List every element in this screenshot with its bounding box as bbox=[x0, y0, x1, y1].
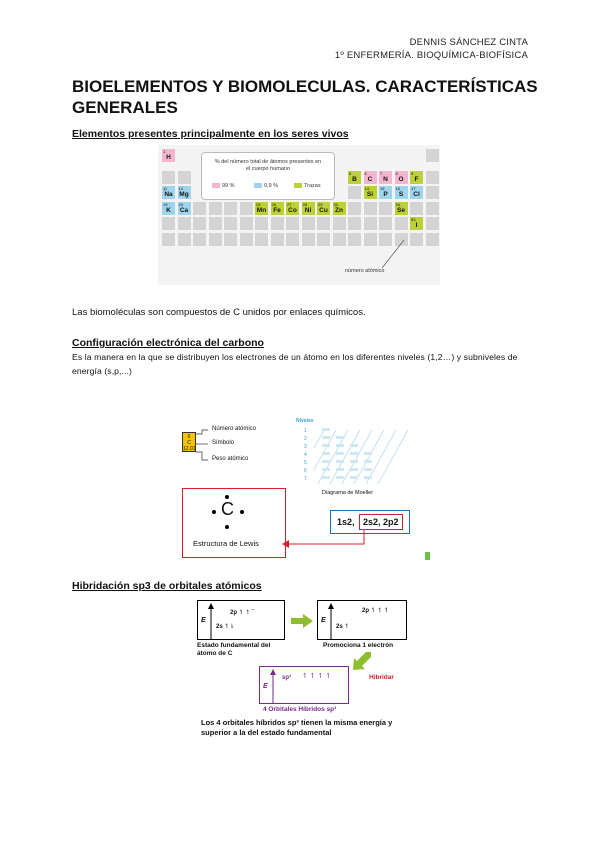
caption-hybrids: 4 Orbitales Híbridos sp³ bbox=[263, 706, 337, 713]
moeller-orbital bbox=[322, 452, 330, 455]
header-course: 1º ENFERMERÍA. BIOQUÍMICA-BIOFÍSICA bbox=[334, 50, 528, 61]
element-symbol: N bbox=[383, 175, 388, 183]
moeller-orbital bbox=[350, 476, 358, 479]
moeller-orbital bbox=[364, 452, 372, 455]
atomic-number: 34 bbox=[395, 201, 400, 207]
atomic-number: 1 bbox=[163, 149, 166, 154]
atomic-number: 27 bbox=[287, 201, 292, 207]
hybrid-orbitals-box: E sp³ ↿ ↿ ↿ ↿ bbox=[259, 666, 349, 704]
atomic-number: 19 bbox=[163, 201, 168, 207]
periodic-table-legend bbox=[201, 152, 335, 200]
element-cell-co bbox=[286, 202, 299, 215]
empty-element-cell bbox=[178, 233, 191, 246]
caption-promote: Promociona 1 electrón bbox=[323, 642, 394, 649]
atomic-number: 11 bbox=[163, 186, 168, 191]
atomic-number: 25 bbox=[256, 201, 261, 207]
empty-element-cell bbox=[348, 217, 361, 230]
atomic-number: 15 bbox=[380, 186, 385, 191]
empty-element-cell bbox=[426, 202, 439, 215]
level-number: 3 bbox=[304, 444, 307, 450]
atomic-number: 20 bbox=[178, 201, 183, 207]
level-number: 7 bbox=[304, 476, 307, 482]
empty-element-cell bbox=[193, 233, 206, 246]
empty-element-cell bbox=[209, 202, 222, 215]
element-symbol: Co bbox=[288, 206, 297, 214]
empty-element-cell bbox=[410, 233, 423, 246]
atomic-number: 16 bbox=[395, 186, 400, 191]
hybridize-label: Hibridar bbox=[369, 674, 394, 681]
hybridization-conclusion: Los 4 orbitales híbridos sp³ tienen la misma energía y superior a la del estado fundamental bbox=[201, 718, 393, 737]
sp3-electrons: ↿ ↿ ↿ ↿ bbox=[302, 673, 332, 680]
empty-element-cell bbox=[426, 217, 439, 230]
moeller-diagonal bbox=[342, 430, 372, 484]
element-cell-fe bbox=[271, 202, 284, 215]
section1-caption: Las biomoléculas son compuestos de C unidos por enlaces químicos. bbox=[72, 307, 366, 318]
lewis-electron bbox=[225, 495, 229, 499]
empty-element-cell bbox=[364, 233, 377, 246]
legend-blue: 0,9 % bbox=[254, 183, 278, 189]
moeller-orbital bbox=[322, 444, 330, 447]
caption-ground-state: Estado fundamental del átomo de C bbox=[197, 642, 271, 657]
empty-element-cell bbox=[426, 233, 439, 246]
atomic-number: 9 bbox=[411, 170, 414, 176]
moeller-orbital bbox=[350, 460, 358, 463]
config-2s2p: 2s2, 2p2 bbox=[359, 514, 403, 530]
empty-element-cell bbox=[240, 202, 253, 215]
empty-element-cell bbox=[348, 202, 361, 215]
element-symbol: Si bbox=[366, 191, 374, 198]
element-cell-mn bbox=[255, 202, 268, 215]
section3-heading: Hibridación sp3 de orbitales atómicos bbox=[72, 580, 262, 592]
moeller-orbital bbox=[322, 460, 330, 463]
label-atomic-weight: Peso atómico bbox=[212, 456, 249, 462]
levels-list bbox=[304, 427, 307, 483]
moeller-orbital bbox=[364, 476, 372, 479]
element-symbol: Mg bbox=[179, 191, 189, 198]
moeller-diagonal bbox=[378, 430, 408, 484]
page-title: BIOELEMENTOS Y BIOMOLECULAS. CARACTERÍSTICAS GENERALES bbox=[72, 77, 538, 117]
empty-element-cell bbox=[379, 217, 392, 230]
atomic-number: 5 bbox=[349, 170, 352, 176]
level-number: 4 bbox=[304, 452, 307, 458]
element-cell-si bbox=[364, 186, 377, 199]
moeller-orbital bbox=[350, 452, 358, 455]
header-author: DENNIS SÁNCHEZ CINTA bbox=[409, 37, 528, 48]
element-symbol: Fe bbox=[273, 206, 281, 214]
empty-element-cell bbox=[271, 233, 284, 246]
empty-element-cell bbox=[333, 233, 346, 246]
moeller-orbital bbox=[322, 468, 330, 471]
carbon-symbol-box: 6 C 12.01 bbox=[183, 434, 196, 452]
element-symbol: F bbox=[414, 175, 419, 183]
empty-element-cell bbox=[302, 217, 315, 230]
moeller-orbital bbox=[336, 468, 344, 471]
empty-element-cell bbox=[426, 186, 439, 199]
moeller-orbital bbox=[336, 452, 344, 455]
empty-element-cell bbox=[193, 202, 206, 215]
moeller-orbital bbox=[336, 444, 344, 447]
config-1s: 1s2, bbox=[337, 517, 355, 527]
promote-arrow bbox=[291, 614, 313, 628]
element-symbol: Mn bbox=[256, 206, 267, 214]
moeller-diagonal bbox=[330, 430, 360, 484]
level-number: 5 bbox=[304, 460, 307, 466]
empty-element-cell bbox=[426, 171, 439, 184]
atomic-number-pointer bbox=[380, 238, 410, 270]
empty-element-cell bbox=[317, 217, 330, 230]
moeller-orbital bbox=[322, 436, 330, 439]
atomic-number: 17 bbox=[411, 186, 416, 191]
empty-element-cell bbox=[240, 233, 253, 246]
levels-title: Niveles bbox=[296, 418, 314, 424]
empty-element-cell bbox=[224, 202, 237, 215]
empty-element-cell bbox=[317, 233, 330, 246]
moeller-orbital bbox=[350, 468, 358, 471]
lewis-structure-box bbox=[182, 488, 286, 558]
element-symbol: K bbox=[166, 206, 171, 214]
element-cell-cu bbox=[317, 202, 330, 215]
empty-element-cell bbox=[426, 149, 439, 162]
level-number: 1 bbox=[304, 428, 307, 434]
empty-element-cell bbox=[224, 217, 237, 230]
lewis-electron bbox=[212, 510, 216, 514]
moeller-orbital bbox=[336, 436, 344, 439]
empty-element-cell bbox=[162, 233, 175, 246]
element-symbol: Ca bbox=[179, 206, 189, 214]
section2-text: Es la manera en la que se distribuyen los electrones de un átomo en los diferentes niveles (1,2…) y subniveles de energía (s,p,...) bbox=[72, 352, 518, 376]
element-symbol: C bbox=[367, 175, 373, 183]
atomic-number: 6 bbox=[364, 170, 367, 176]
atomic-number: 8 bbox=[395, 170, 398, 176]
level-number: 2 bbox=[304, 436, 307, 442]
empty-element-cell bbox=[255, 233, 268, 246]
lewis-electron bbox=[225, 525, 229, 529]
hybridization-figure bbox=[197, 594, 417, 750]
atomic-number: 30 bbox=[333, 201, 338, 207]
empty-element-cell bbox=[286, 233, 299, 246]
moeller-diagonal bbox=[366, 430, 396, 484]
element-symbol: H bbox=[166, 154, 171, 161]
element-symbol: Na bbox=[164, 191, 173, 198]
atomic-number: 53 bbox=[411, 217, 416, 222]
empty-element-cell bbox=[209, 233, 222, 246]
empty-element-cell bbox=[286, 217, 299, 230]
config-arrow bbox=[282, 530, 372, 550]
empty-element-cell bbox=[348, 233, 361, 246]
atomic-number: 28 bbox=[302, 201, 307, 207]
carbon-configuration-figure bbox=[174, 412, 430, 560]
moeller-orbital bbox=[336, 476, 344, 479]
element-symbol: P bbox=[383, 191, 388, 198]
element-cell-h bbox=[162, 149, 175, 162]
hybridize-arrow bbox=[353, 652, 371, 670]
ground-state-box: E 2s ↿⇂ 2p ↿ ↿ ‾ bbox=[197, 600, 285, 640]
empty-element-cell bbox=[193, 217, 206, 230]
element-cell-se bbox=[395, 202, 408, 215]
element-cell-k bbox=[162, 202, 175, 215]
legend-pink: 99 % bbox=[212, 183, 235, 189]
lewis-caption: Estructura de Lewis bbox=[193, 539, 259, 548]
decor-green-mark bbox=[425, 552, 430, 560]
moeller-orbital bbox=[364, 468, 372, 471]
element-cell-zn bbox=[333, 202, 346, 215]
element-cell-b bbox=[348, 171, 361, 184]
empty-element-cell bbox=[224, 233, 237, 246]
element-symbol: Cl bbox=[413, 191, 420, 198]
element-symbol: S bbox=[398, 191, 404, 198]
legend-green: Trazas bbox=[294, 183, 321, 189]
empty-element-cell bbox=[209, 217, 222, 230]
section2-heading: Configuración electrónica del carbono bbox=[72, 337, 264, 349]
empty-element-cell bbox=[364, 217, 377, 230]
lewis-symbol: C bbox=[221, 499, 234, 519]
element-symbol: Ni bbox=[304, 206, 312, 214]
legend-title: % del número total de átomos presentes en el cuerpo humano bbox=[214, 159, 322, 172]
empty-element-cell bbox=[178, 217, 191, 230]
element-cell-ca bbox=[178, 202, 191, 215]
moeller-orbital bbox=[364, 460, 372, 463]
empty-element-cell bbox=[364, 202, 377, 215]
moeller-orbital bbox=[322, 476, 330, 479]
atomic-number: 26 bbox=[271, 201, 276, 207]
empty-element-cell bbox=[395, 217, 408, 230]
atomic-number: 12 bbox=[178, 186, 183, 191]
element-cell-p bbox=[379, 186, 392, 199]
empty-element-cell bbox=[348, 186, 361, 199]
moeller-diagonal bbox=[354, 430, 384, 484]
label-atomic-number: Número atómico bbox=[212, 426, 257, 432]
lewis-electron bbox=[240, 510, 244, 514]
element-symbol: I bbox=[415, 222, 418, 229]
empty-element-cell bbox=[271, 217, 284, 230]
atomic-number: 29 bbox=[318, 201, 323, 207]
empty-element-cell bbox=[255, 217, 268, 230]
empty-element-cell bbox=[240, 217, 253, 230]
label-symbol: Símbolo bbox=[212, 440, 235, 446]
empty-element-cell bbox=[333, 217, 346, 230]
element-cell-i bbox=[410, 217, 423, 230]
element-symbol: O bbox=[398, 175, 404, 183]
element-symbol: Zn bbox=[335, 206, 343, 214]
empty-element-cell bbox=[379, 202, 392, 215]
empty-element-cell bbox=[302, 233, 315, 246]
element-symbol: Cu bbox=[319, 206, 328, 214]
element-symbol: B bbox=[352, 175, 357, 183]
atomic-number: 7 bbox=[380, 170, 383, 176]
atomic-number: 14 bbox=[364, 186, 369, 191]
level-number: 6 bbox=[304, 468, 307, 474]
element-symbol: Se bbox=[397, 206, 405, 214]
atomic-number-label: número atómico bbox=[345, 268, 385, 274]
empty-element-cell bbox=[162, 217, 175, 230]
moeller-diagram bbox=[314, 426, 424, 488]
moeller-orbital bbox=[350, 444, 358, 447]
moeller-caption: Diagrama de Moeller bbox=[322, 490, 374, 496]
element-cell-cl bbox=[410, 186, 423, 199]
element-cell-ni bbox=[302, 202, 315, 215]
moeller-orbital bbox=[322, 428, 330, 431]
promoted-state-box: E 2s ↿ 2p ↿ ↿ ↿ bbox=[317, 600, 407, 640]
moeller-orbital bbox=[336, 460, 344, 463]
section1-heading: Elementos presentes principalmente en los seres vivos bbox=[72, 128, 349, 140]
